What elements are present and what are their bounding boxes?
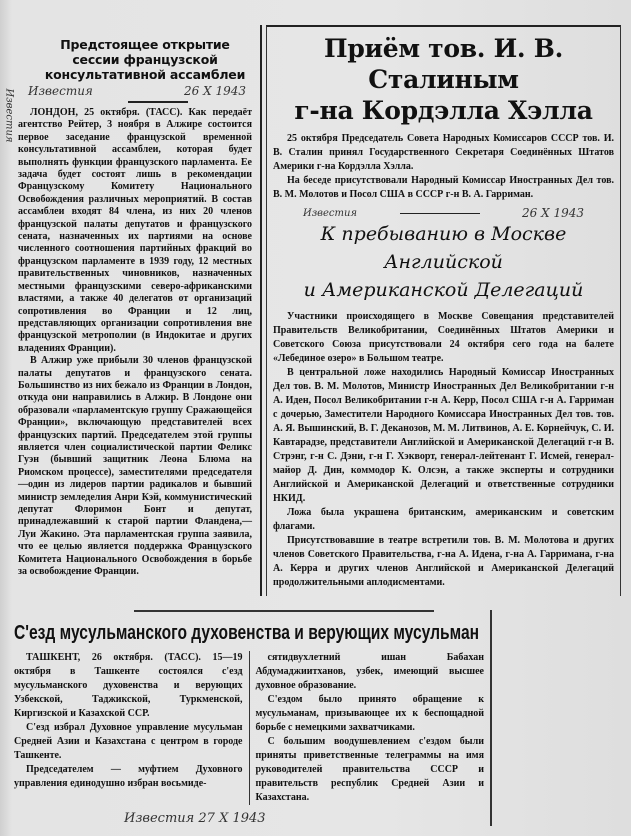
top-section [0,25,631,596]
handwritten-row [303,206,584,220]
handwritten-date: 26 X 1943 [522,206,584,220]
delegation-title [273,220,614,304]
column-2 [256,651,485,805]
bottom-article [14,610,492,826]
paragraph: ТАШКЕНТ, 26 октября. (ТАСС). 15—19 октября в Ташкенте состоялся с'езд мусульманского духовенства и верующих Узбекской, Таджикской, Туркменской, Киргизской и Казахской ССР. [14,652,243,719]
left-article-handwritten [28,84,246,98]
column-divider [260,25,621,596]
handwritten-source: Известия [28,84,93,98]
handwritten-source: Известия [303,207,358,219]
delegation-body [273,310,614,590]
divider [400,213,480,214]
column-1 [14,651,243,805]
title-divider [128,101,188,103]
paragraph: С'ездом было принято обращение к мусульманам, призывающее их к беспощадной борьбе с немецкими захватчиками. [255,694,484,733]
paragraph: С большим воодушевлением с'ездом были приняты приветственные телеграммы на имя руководителей правительства СССР и правительств республик Средней Азии и Казахстана. [255,736,484,803]
left-article [18,25,252,578]
left-article-body [18,107,252,578]
paragraph: Присутствовавшие в театре встретили тов. В. М. Молотова и других членов Советского Правительства, г-на А. Идена, г-на А. Гарримана, г-на А. Керра и других членов Английской и Американской Делегаций продолжительными аплодисментами. [273,535,614,588]
paragraph: 25 октября Председатель Совета Народных Комиссаров СССР тов. И. В. Сталин принял Государственного Секретаря Соединённых Штатов Америки г-на Кордэлла Хэлла. [273,133,614,172]
stalin-hull-body [273,132,614,202]
top-rule [134,610,434,612]
paragraph: На беседе присутствовали Народный Комиссар Иностранных Дел тов. В. М. Молотов и Посол США в СССР г-н В. А. Гарриман. [273,175,614,200]
congress-body [14,651,484,805]
paragraph: С'езд избрал Духовное управление мусульман Средней Азии и Казахстана с центром в городе Ташкенте. [14,722,243,761]
column-divider [249,651,250,805]
paragraph: Участники происходящего в Москве Совещания представителей Правительств Великобритании, Соединённых Штатов Америки и Советского Союза присутствовали 24 октября сего года на балете «Лебединое озеро» в Большом театре. [273,311,614,364]
congress-title: С'езд мусульманского духовенства и верующих мусульман [14,622,480,644]
stalin-hull-title [273,33,614,126]
paragraph: В Алжир уже прибыли 30 членов французской палаты депутатов и французского сената. Большинство из них бежало из Франции в Лондон, откуда они направились в Алжир. В Лондоне они образовали «парламентскую группу Сражающейся Франции», включающую представителей всех французских партий. Председателем этой группы является член социалистической партии Феликс Гуэн (бывший защитник Леона Блюма на Риомском процессе), заместителями председателя—один из лидеров партии радикалов и бывший министр земледелия Анри Кэй, коммунистический депутат Флоримон Бонт и депутат, принадлежавший к старой партии Фландена,— Луи Жакино. Эта парламентская группа заявила, что ее целью является поддержка Французского Комитета Национального Освобождения в борьбе за освобождение Франции. [18,355,252,578]
paragraph: Ложа была украшена британским, американским и советским флагами. [273,507,614,532]
paragraph: Председателем — муфтием Духовного управления единодушно избран восьмиде- [14,764,243,789]
paragraph: сятидвухлетний ишан Бабахан Абдумаджиитханов, узбек, имеющий высшее духовное образование. [255,652,484,691]
margin-handwritten-note: Известия [3,88,15,143]
title-line: и Американской Делегаций [303,279,584,301]
handwritten-note: Известия 27 X 1943 [124,811,266,826]
title-line: г-на Кордэлла Хэлла [294,96,593,125]
title-line: Приём тов. И. В. Сталиным [324,34,563,94]
left-article-title: Предстоящее открытие сессии французской консультативной ассамблеи [44,37,246,82]
title-line: К пребыванию в Москве Английской [320,223,567,273]
paragraph: В центральной ложе находились Народный Комиссар Иностранных Дел тов. В. М. Молотов, Министр Иностранных Дел Великобритании г-н А. Иден, Посол Великобритании г-н А. Керр, Посол США г-н А. Гарриман с дочерью, Заместители Народного Комиссара Иностранных Дел тов. тов. А. Я. Вышинский, В. Г. Деканозов, М. М. Литвинов, А. Е. Корнейчук, С. И. Кавтарадзе, представители Английской и Американской Делегаций г-н В. Стрэнг, г-н С. Дэни, г-н Г. Хэкворт, генерал-лейтенант Г. Исмей, генерал-майор Д. Дин, коммодор К. Олсэн, а также эксперты и сотрудники Английской и Американской Делегаций и ответственные сотрудники НКИД. [273,367,614,504]
right-article [266,25,621,596]
paragraph: ЛОНДОН, 25 октября. (ТАСС). Как передаёт агентство Рейтер, 3 ноября в Алжире состоится первое заседание французской временной консультативной ассамблеи, которая будет выполнять функции французского парламента. Ее задача будет состоят лишь в рекомендации Французскому Комитету Национального Освобождения различных мероприятий. В состав ассамблеи входят 84 члена, из них 20 членов французской палаты депутатов и французского сената, назначенных их партиями на основе численного соотношения партийных фракций во французском парламенте в 1939 году, 12 местных правительственных чиновников, назначенных местными французскими северо-африканскими властями, а также 40 делегатов от организаций сопротивления во Франции и 12 лиц, представляющих организации сопротивления вне французской метрополии (в Индокитае и других владениях Франции). [18,107,252,354]
handwritten-date: 26 X 1943 [184,84,246,98]
